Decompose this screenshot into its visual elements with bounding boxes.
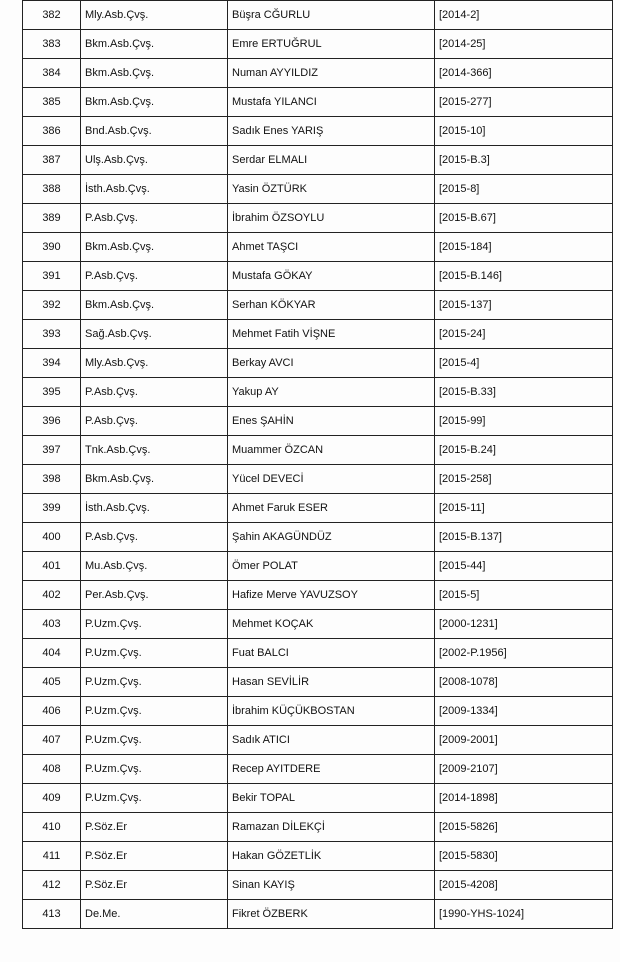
reference-cell: [2015-B.67] xyxy=(435,204,613,233)
name-cell: Hakan GÖZETLİK xyxy=(228,842,435,871)
table-row xyxy=(23,1,613,30)
name-cell: İbrahim KÜÇÜKBOSTAN xyxy=(228,697,435,726)
reference-cell: [2015-4208] xyxy=(435,871,613,900)
table-row xyxy=(23,610,613,639)
rank-cell: Mu.Asb.Çvş. xyxy=(81,552,228,581)
reference-cell: [2015-184] xyxy=(435,233,613,262)
rank-cell: Bkm.Asb.Çvş. xyxy=(81,30,228,59)
row-number: 384 xyxy=(23,59,81,88)
reference-cell: [1990-YHS-1024] xyxy=(435,900,613,929)
row-number: 405 xyxy=(23,668,81,697)
reference-cell: [2009-2001] xyxy=(435,726,613,755)
rank-cell: P.Asb.Çvş. xyxy=(81,262,228,291)
reference-cell: [2015-B.24] xyxy=(435,436,613,465)
row-number: 383 xyxy=(23,30,81,59)
name-cell: Recep AYITDERE xyxy=(228,755,435,784)
row-number: 385 xyxy=(23,88,81,117)
name-cell: Fuat BALCI xyxy=(228,639,435,668)
table-row xyxy=(23,262,613,291)
rank-cell: Bkm.Asb.Çvş. xyxy=(81,465,228,494)
rank-cell: P.Uzm.Çvş. xyxy=(81,668,228,697)
reference-cell: [2014-25] xyxy=(435,30,613,59)
name-cell: Mustafa GÖKAY xyxy=(228,262,435,291)
reference-cell: [2015-10] xyxy=(435,117,613,146)
name-cell: Enes ŞAHİN xyxy=(228,407,435,436)
reference-cell: [2009-1334] xyxy=(435,697,613,726)
reference-cell: [2015-44] xyxy=(435,552,613,581)
name-cell: Ömer POLAT xyxy=(228,552,435,581)
table-row xyxy=(23,552,613,581)
reference-cell: [2015-8] xyxy=(435,175,613,204)
reference-cell: [2015-11] xyxy=(435,494,613,523)
rank-cell: P.Uzm.Çvş. xyxy=(81,639,228,668)
row-number: 403 xyxy=(23,610,81,639)
table-row xyxy=(23,378,613,407)
rank-cell: P.Uzm.Çvş. xyxy=(81,697,228,726)
table-row xyxy=(23,59,613,88)
row-number: 396 xyxy=(23,407,81,436)
name-cell: Bekir TOPAL xyxy=(228,784,435,813)
table-row xyxy=(23,320,613,349)
row-number: 394 xyxy=(23,349,81,378)
reference-cell: [2015-B.3] xyxy=(435,146,613,175)
table-row xyxy=(23,117,613,146)
rank-cell: Per.Asb.Çvş. xyxy=(81,581,228,610)
rank-cell: Mly.Asb.Çvş. xyxy=(81,349,228,378)
row-number: 392 xyxy=(23,291,81,320)
rank-cell: İsth.Asb.Çvş. xyxy=(81,175,228,204)
rank-cell: P.Uzm.Çvş. xyxy=(81,784,228,813)
table-row xyxy=(23,755,613,784)
table-row xyxy=(23,900,613,929)
row-number: 406 xyxy=(23,697,81,726)
row-number: 413 xyxy=(23,900,81,929)
reference-cell: [2015-277] xyxy=(435,88,613,117)
table-row xyxy=(23,465,613,494)
table-row xyxy=(23,871,613,900)
reference-cell: [2002-P.1956] xyxy=(435,639,613,668)
rank-cell: De.Me. xyxy=(81,900,228,929)
reference-cell: [2015-137] xyxy=(435,291,613,320)
reference-cell: [2015-5] xyxy=(435,581,613,610)
name-cell: Numan AYYILDIZ xyxy=(228,59,435,88)
table-row xyxy=(23,30,613,59)
row-number: 391 xyxy=(23,262,81,291)
rank-cell: P.Söz.Er xyxy=(81,813,228,842)
table-row xyxy=(23,204,613,233)
name-cell: Mehmet KOÇAK xyxy=(228,610,435,639)
name-cell: Berkay AVCI xyxy=(228,349,435,378)
row-number: 399 xyxy=(23,494,81,523)
name-cell: Sadık ATICI xyxy=(228,726,435,755)
row-number: 400 xyxy=(23,523,81,552)
name-cell: Büşra CĞURLU xyxy=(228,1,435,30)
reference-cell: [2015-B.137] xyxy=(435,523,613,552)
rank-cell: P.Asb.Çvş. xyxy=(81,378,228,407)
name-cell: Hasan SEVİLİR xyxy=(228,668,435,697)
table-row xyxy=(23,813,613,842)
reference-cell: [2014-366] xyxy=(435,59,613,88)
rank-cell: P.Uzm.Çvş. xyxy=(81,610,228,639)
name-cell: Yücel DEVECİ xyxy=(228,465,435,494)
row-number: 382 xyxy=(23,1,81,30)
rank-cell: Bnd.Asb.Çvş. xyxy=(81,117,228,146)
table-row xyxy=(23,668,613,697)
name-cell: Yakup AY xyxy=(228,378,435,407)
row-number: 393 xyxy=(23,320,81,349)
rank-cell: P.Söz.Er xyxy=(81,871,228,900)
row-number: 404 xyxy=(23,639,81,668)
rank-cell: P.Asb.Çvş. xyxy=(81,204,228,233)
row-number: 397 xyxy=(23,436,81,465)
table-row xyxy=(23,581,613,610)
row-number: 402 xyxy=(23,581,81,610)
rank-cell: P.Uzm.Çvş. xyxy=(81,755,228,784)
personnel-table xyxy=(22,0,613,929)
table-row xyxy=(23,494,613,523)
table-row xyxy=(23,523,613,552)
table-row xyxy=(23,407,613,436)
rank-cell: Bkm.Asb.Çvş. xyxy=(81,291,228,320)
personnel-table-body xyxy=(23,1,613,929)
row-number: 386 xyxy=(23,117,81,146)
name-cell: Ahmet Faruk ESER xyxy=(228,494,435,523)
rank-cell: Mly.Asb.Çvş. xyxy=(81,1,228,30)
row-number: 409 xyxy=(23,784,81,813)
row-number: 390 xyxy=(23,233,81,262)
row-number: 412 xyxy=(23,871,81,900)
rank-cell: Tnk.Asb.Çvş. xyxy=(81,436,228,465)
row-number: 395 xyxy=(23,378,81,407)
table-row xyxy=(23,784,613,813)
table-row xyxy=(23,349,613,378)
reference-cell: [2009-2107] xyxy=(435,755,613,784)
rank-cell: Sağ.Asb.Çvş. xyxy=(81,320,228,349)
name-cell: Serdar ELMALI xyxy=(228,146,435,175)
name-cell: Serhan KÖKYAR xyxy=(228,291,435,320)
name-cell: Ramazan DİLEKÇİ xyxy=(228,813,435,842)
rank-cell: P.Asb.Çvş. xyxy=(81,407,228,436)
rank-cell: Bkm.Asb.Çvş. xyxy=(81,59,228,88)
table-row xyxy=(23,146,613,175)
reference-cell: [2015-B.146] xyxy=(435,262,613,291)
rank-cell: İsth.Asb.Çvş. xyxy=(81,494,228,523)
row-number: 388 xyxy=(23,175,81,204)
reference-cell: [2000-1231] xyxy=(435,610,613,639)
reference-cell: [2015-5826] xyxy=(435,813,613,842)
name-cell: Şahin AKAGÜNDÜZ xyxy=(228,523,435,552)
reference-cell: [2008-1078] xyxy=(435,668,613,697)
name-cell: Sinan KAYIŞ xyxy=(228,871,435,900)
table-row xyxy=(23,88,613,117)
rank-cell: P.Söz.Er xyxy=(81,842,228,871)
row-number: 387 xyxy=(23,146,81,175)
reference-cell: [2015-B.33] xyxy=(435,378,613,407)
row-number: 398 xyxy=(23,465,81,494)
name-cell: Mustafa YILANCI xyxy=(228,88,435,117)
name-cell: İbrahim ÖZSOYLU xyxy=(228,204,435,233)
name-cell: Fikret ÖZBERK xyxy=(228,900,435,929)
table-row xyxy=(23,175,613,204)
row-number: 407 xyxy=(23,726,81,755)
reference-cell: [2014-2] xyxy=(435,1,613,30)
reference-cell: [2015-4] xyxy=(435,349,613,378)
rank-cell: Bkm.Asb.Çvş. xyxy=(81,233,228,262)
row-number: 410 xyxy=(23,813,81,842)
reference-cell: [2015-24] xyxy=(435,320,613,349)
table-row xyxy=(23,639,613,668)
name-cell: Mehmet Fatih VİŞNE xyxy=(228,320,435,349)
name-cell: Sadık Enes YARIŞ xyxy=(228,117,435,146)
name-cell: Ahmet TAŞCI xyxy=(228,233,435,262)
table-row xyxy=(23,291,613,320)
name-cell: Muammer ÖZCAN xyxy=(228,436,435,465)
row-number: 408 xyxy=(23,755,81,784)
reference-cell: [2015-258] xyxy=(435,465,613,494)
rank-cell: P.Asb.Çvş. xyxy=(81,523,228,552)
name-cell: Emre ERTUĞRUL xyxy=(228,30,435,59)
row-number: 411 xyxy=(23,842,81,871)
name-cell: Yasin ÖZTÜRK xyxy=(228,175,435,204)
reference-cell: [2015-99] xyxy=(435,407,613,436)
reference-cell: [2015-5830] xyxy=(435,842,613,871)
table-row xyxy=(23,436,613,465)
row-number: 389 xyxy=(23,204,81,233)
reference-cell: [2014-1898] xyxy=(435,784,613,813)
row-number: 401 xyxy=(23,552,81,581)
rank-cell: P.Uzm.Çvş. xyxy=(81,726,228,755)
table-row xyxy=(23,697,613,726)
rank-cell: Ulş.Asb.Çvş. xyxy=(81,146,228,175)
name-cell: Hafize Merve YAVUZSOY xyxy=(228,581,435,610)
table-row xyxy=(23,726,613,755)
table-row xyxy=(23,233,613,262)
table-row xyxy=(23,842,613,871)
rank-cell: Bkm.Asb.Çvş. xyxy=(81,88,228,117)
